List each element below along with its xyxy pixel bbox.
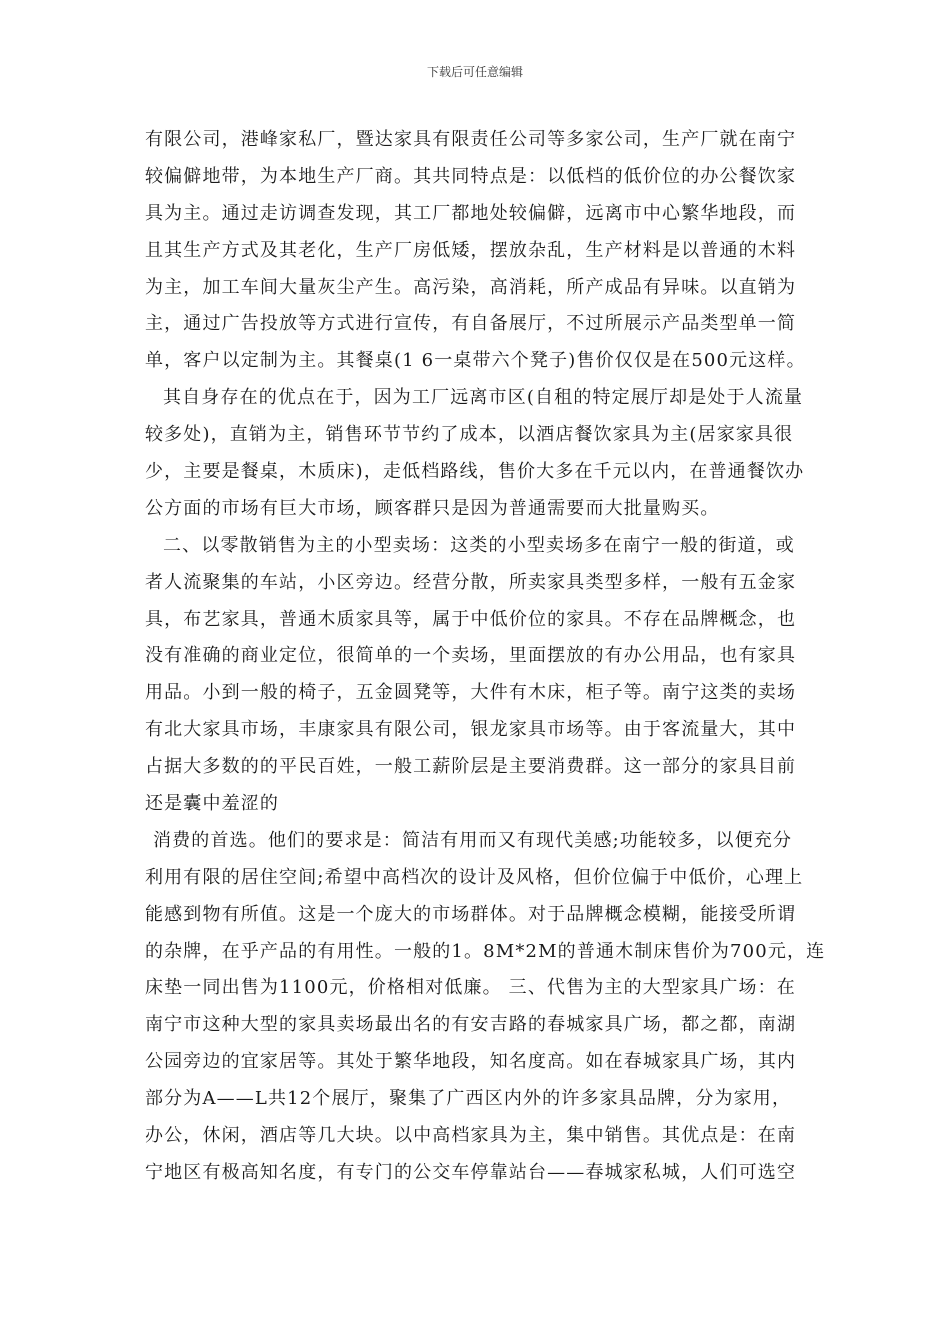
text-line: 较多处)，直销为主，销售环节节约了成本，以酒店餐饮家具为主(居家家具很 <box>145 424 794 446</box>
text-line: 公方面的市场有巨大市场，顾客群只是因为普通需要而大批量购买。 <box>145 497 720 519</box>
text-line: 的杂牌，在乎产品的有用性。一般的1。8M*2M的普通木制床售价为700元，连 <box>145 940 826 962</box>
paragraph-first-line: 消费的首选。他们的要求是：简洁有用而又有现代美感;功能较多，以便充分 <box>153 829 793 851</box>
text-line: 具为主。通过走访调查发现，其工厂都地处较偏僻，远离市中心繁华地段，而 <box>145 202 797 224</box>
paragraph-first-line: 其自身存在的优点在于，因为工厂远离市区(自租的特定展厅却是处于人流量 <box>163 387 804 409</box>
text-line: 部分为A——L共12个展厅，聚集了广西区内外的许多家具品牌，分为家用， <box>145 1088 792 1110</box>
text-line: 能感到物有所值。这是一个庞大的市场群体。对于品牌概念模糊，能接受所谓 <box>145 903 797 925</box>
text-line: 有限公司，港峰家私厂，暨达家具有限责任公司等多家公司，生产厂就在南宁 <box>145 129 797 150</box>
text-line: 者人流聚集的车站，小区旁边。经营分散，所卖家具类型多样，一般有五金家 <box>145 571 797 593</box>
text-line: 且其生产方式及其老化，生产厂房低矮，摆放杂乱，生产材料是以普通的木料 <box>145 239 797 261</box>
text-line: 利用有限的居住空间;希望中高档次的设计及风格，但价位偏于中低价，心理上 <box>145 866 804 888</box>
text-line: 床垫一同出售为1100元，价格相对低廉。 三、代售为主的大型家具广场：在 <box>145 977 796 999</box>
page-header: 下载后可任意编辑 <box>426 65 523 79</box>
text-line: 主，通过广告投放等方式进行宣传，有自备展厅，不过所展示产品类型单一简 <box>145 313 797 335</box>
body-text <box>145 122 826 1192</box>
paragraph-first-line: 二、以零散销售为主的小型卖场：这类的小型卖场多在南宁一般的街道，或 <box>163 534 795 556</box>
text-line: 为主，加工车间大量灰尘产生。高污染，高消耗，所产成品有异味。以直销为 <box>145 276 797 298</box>
text-line: 还是囊中羞涩的 <box>145 793 280 815</box>
text-line: 办公，休闲，酒店等几大块。以中高档家具为主，集中销售。其优点是：在南 <box>145 1125 797 1147</box>
text-line: 用品。小到一般的椅子，五金圆凳等，大件有木床，柜子等。南宁这类的卖场 <box>145 682 797 704</box>
text-line: 较偏僻地带，为本地生产厂商。其共同特点是：以低档的低价位的办公餐饮家 <box>145 165 797 187</box>
text-line: 占据大多数的的平民百姓，一般工薪阶层是主要消费群。这一部分的家具目前 <box>145 756 797 778</box>
text-line: 没有准确的商业定位，很简单的一个卖场，里面摆放的有办公用品，也有家具 <box>145 645 797 667</box>
text-line: 有北大家具市场，丰康家具有限公司，银龙家具市场等。由于客流量大，其中 <box>145 719 797 741</box>
text-line: 具，布艺家具，普通木质家具等，属于中低价位的家具。不存在品牌概念，也 <box>145 608 797 630</box>
text-line: 单，客户以定制为主。其餐桌(1 6一桌带六个凳子)售价仅仅是在500元这样。 <box>145 350 806 372</box>
text-line: 公园旁边的宜家居等。其处于繁华地段，知名度高。如在春城家具广场，其内 <box>145 1051 797 1073</box>
text-line: 南宁市这种大型的家具卖场最出名的有安吉路的春城家具广场，都之都，南湖 <box>145 1014 797 1036</box>
text-line: 宁地区有极高知名度，有专门的公交车停靠站台——春城家私城，人们可选空 <box>145 1161 797 1183</box>
text-line: 少，主要是餐桌，木质床)，走低档路线，售价大多在千元以内，在普通餐饮办 <box>145 461 805 483</box>
